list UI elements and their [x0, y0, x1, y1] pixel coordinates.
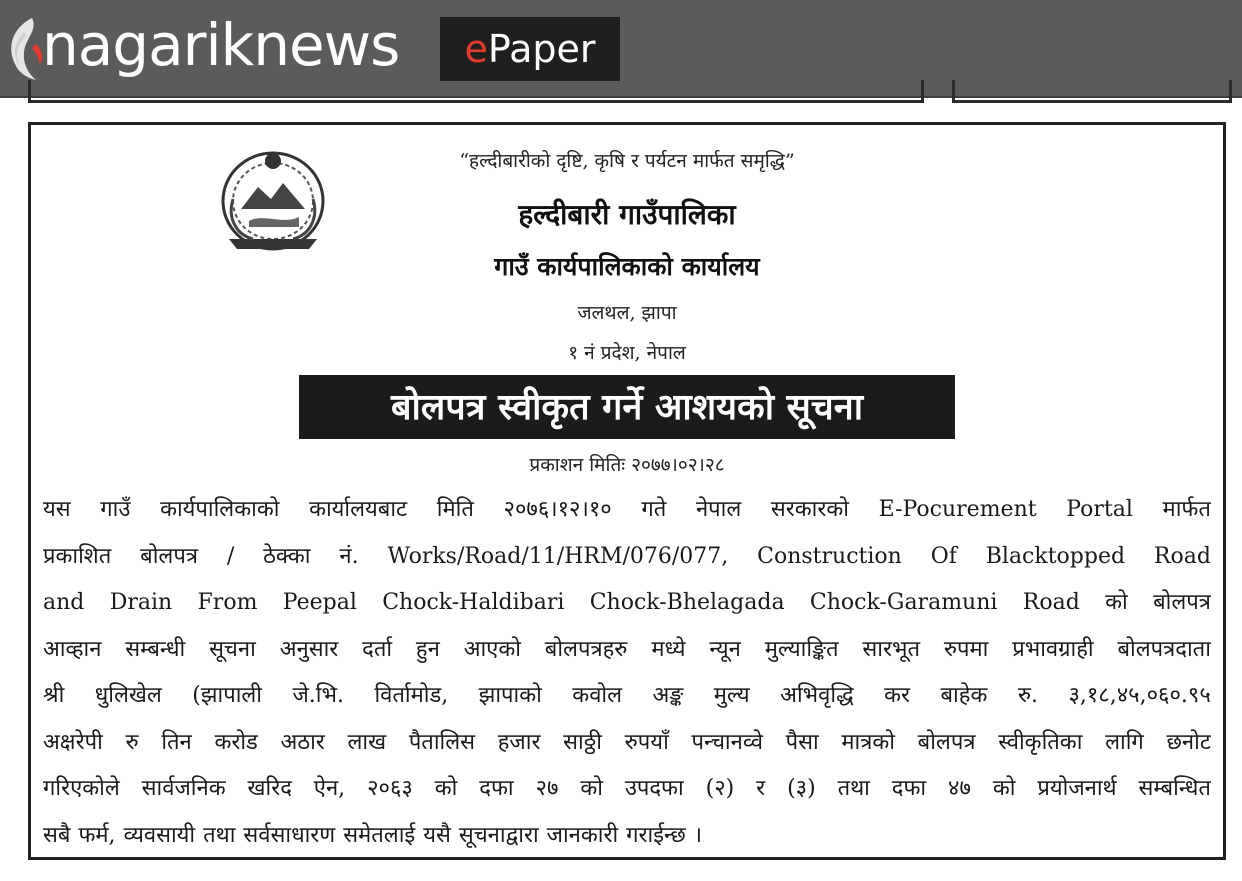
- body-word: Chock-Bhelagada: [589, 590, 785, 615]
- body-word: तिन: [161, 729, 192, 755]
- body-line: [43, 627, 1211, 674]
- address-line-1: जलथल, झापा: [577, 302, 677, 324]
- body-word: खरिद: [247, 776, 292, 801]
- body-word: /: [226, 543, 235, 569]
- body-word: कवोल: [572, 683, 623, 708]
- body-word: E-Pocurement: [878, 497, 1037, 522]
- body-word: को: [992, 776, 1016, 801]
- body-word: मुल्य: [713, 683, 750, 708]
- body-word: सबै: [43, 822, 71, 848]
- body-word: स्वीकृतिका: [998, 729, 1083, 755]
- body-word: श्री: [43, 683, 65, 708]
- body-word: कर: [884, 683, 911, 708]
- body-word: सम्बन्धित: [1138, 776, 1211, 801]
- epaper-badge[interactable]: [440, 17, 620, 81]
- office-name: गाउँ कार्यपालिकाको कार्यालय: [494, 252, 760, 281]
- body-word: पैसा: [785, 729, 819, 755]
- body-word: प्रभावग्राही: [1012, 636, 1094, 662]
- body-word: बोलपत्रहरु: [544, 636, 628, 662]
- body-word: सार्वजनिक: [141, 776, 226, 801]
- body-word: अङ्क: [652, 683, 684, 708]
- body-word: मात्रको: [841, 729, 895, 755]
- body-word: झापाको: [478, 683, 542, 708]
- body-line: [43, 813, 1211, 860]
- body-word: Road: [1022, 590, 1080, 615]
- brand-name[interactable]: nagariknews: [42, 11, 400, 79]
- body-word: करोड: [214, 729, 258, 755]
- body-word: को: [1105, 590, 1128, 615]
- body-word: (२): [705, 776, 735, 801]
- body-word: दर्ता: [362, 636, 393, 662]
- body-word: विर्तामोड,: [374, 683, 449, 708]
- body-word: हजार: [497, 729, 541, 755]
- body-word: प्रयोजनार्थ: [1037, 776, 1117, 801]
- body-word: मुल्याङ्कित: [764, 636, 839, 662]
- body-word: Construction: [757, 543, 902, 569]
- body-word: ४७: [948, 776, 971, 801]
- body-word: छनोट: [1166, 729, 1211, 755]
- body-word: सर्वसाधारण: [243, 822, 336, 848]
- body-word: ऐन,: [313, 776, 346, 801]
- body-word: बोलपत्र: [140, 543, 198, 569]
- body-line: [43, 487, 1211, 534]
- address-line-2: १ नं प्रदेश, नेपाल: [568, 342, 686, 364]
- body-word: हुन: [415, 636, 440, 662]
- body-word: को: [580, 776, 603, 801]
- body-word: Portal: [1066, 497, 1133, 522]
- body-word: २०७६।१२।१०: [503, 497, 612, 522]
- body-line: [43, 580, 1211, 627]
- epaper-badge-rest: Paper: [487, 27, 596, 71]
- nagarik-logo-icon: [2, 14, 46, 82]
- previous-article-frame-right: [952, 80, 1232, 103]
- body-word: उपदफा: [624, 776, 684, 801]
- body-word: तथा: [837, 776, 870, 801]
- body-word: २७: [535, 776, 559, 801]
- body-word: ठेक्का: [263, 543, 311, 569]
- body-word: र: [756, 776, 766, 801]
- body-word: आएको: [463, 636, 521, 662]
- body-word: यस: [43, 497, 71, 522]
- organization-name: हल्दीबारी गाउँपालिका: [518, 198, 736, 231]
- body-word: ।: [693, 822, 703, 848]
- body-word: २०६३: [367, 776, 413, 801]
- body-word: आव्हान: [43, 636, 102, 662]
- body-word: From: [197, 590, 258, 615]
- body-word: रुपयाँ: [624, 729, 669, 755]
- epaper-badge-e: e: [464, 27, 488, 71]
- body-word: Chock-Haldibari: [382, 590, 565, 615]
- body-word: Works/Road/11/HRM/076/077,: [387, 543, 729, 569]
- body-word: कार्यालयबाट: [309, 497, 408, 522]
- body-word: सारभूत: [862, 636, 920, 662]
- body-word: दफा: [479, 776, 514, 801]
- body-word: गते: [641, 497, 667, 522]
- slogan: “हल्दीबारीको दृष्टि, कृषि र पर्यटन मार्फत समृद्धि”: [459, 150, 795, 172]
- body-word: मार्फत: [1162, 497, 1211, 522]
- previous-article-frame-left: [28, 80, 924, 103]
- body-word: (३): [787, 776, 816, 801]
- body-word: न्यून: [709, 636, 741, 662]
- body-word: and: [43, 590, 85, 615]
- body-word: अनुसार: [279, 636, 339, 662]
- body-word: सूचनाद्वारा: [458, 822, 539, 848]
- body-word: Chock-Garamuni: [809, 590, 998, 615]
- body-word: लागि: [1105, 729, 1144, 755]
- body-line: [43, 720, 1211, 767]
- body-word: जे.भि.: [292, 683, 344, 708]
- body-word: गरिएकोले: [43, 776, 120, 801]
- body-word: यसै: [423, 822, 451, 848]
- body-word: सूचना: [209, 636, 256, 662]
- publication-date: प्रकाशन मितिः २०७७।०२।२८: [529, 454, 725, 476]
- body-word: गाउँ: [100, 497, 131, 522]
- body-word: साठ्ठी: [563, 729, 602, 755]
- body-word: रु: [125, 729, 139, 755]
- body-word: Peepal: [282, 590, 357, 615]
- notice-title: बोलपत्र स्वीकृत गर्ने आशयको सूचना: [299, 375, 955, 439]
- body-word: (झापाली: [192, 683, 263, 708]
- body-word: बाहेक: [940, 683, 988, 708]
- body-word: गराईन्छ: [626, 822, 686, 848]
- body-word: अठार: [280, 729, 325, 755]
- body-word: मध्ये: [651, 636, 686, 662]
- body-word: तथा: [203, 822, 236, 848]
- body-word: मिति: [436, 497, 474, 522]
- body-line: [43, 673, 1211, 720]
- notice-box: [28, 122, 1226, 860]
- body-word: पैतालिस: [408, 729, 476, 755]
- body-word: ३,१८,४५,०६०.९५: [1068, 683, 1211, 708]
- notice-body: [43, 487, 1211, 859]
- body-word: फर्म,: [78, 822, 116, 848]
- body-word: बोलपत्र: [1153, 590, 1211, 615]
- body-word: रु.: [1017, 683, 1038, 708]
- body-word: को: [434, 776, 458, 801]
- body-word: Of: [930, 543, 957, 569]
- body-line: [43, 534, 1211, 581]
- body-line: [43, 766, 1211, 813]
- body-word: लाख: [347, 729, 387, 755]
- body-word: अभिवृद्धि: [780, 683, 854, 708]
- body-word: प्रकाशित: [43, 543, 112, 569]
- body-word: अक्षरेपी: [43, 729, 103, 755]
- body-word: व्यवसायी: [123, 822, 196, 848]
- body-word: जानकारी: [546, 822, 619, 848]
- body-word: Road: [1153, 543, 1211, 569]
- body-word: धुलिखेल: [94, 683, 162, 708]
- body-word: नेपाल: [695, 497, 742, 522]
- body-word: सरकारको: [770, 497, 849, 522]
- body-word: बोलपत्र: [917, 729, 976, 755]
- body-word: दफा: [891, 776, 927, 801]
- body-word: समेतलाई: [343, 822, 416, 848]
- body-word: रुपमा: [943, 636, 989, 662]
- body-word: Blacktopped: [985, 543, 1126, 569]
- body-word: बोलपत्रदाता: [1117, 636, 1211, 662]
- body-word: नं.: [339, 543, 359, 569]
- body-word: पन्चानव्वे: [691, 729, 763, 755]
- body-word: कार्यपालिकाको: [160, 497, 280, 522]
- body-word: सम्बन्धी: [125, 636, 186, 662]
- body-word: Drain: [109, 590, 173, 615]
